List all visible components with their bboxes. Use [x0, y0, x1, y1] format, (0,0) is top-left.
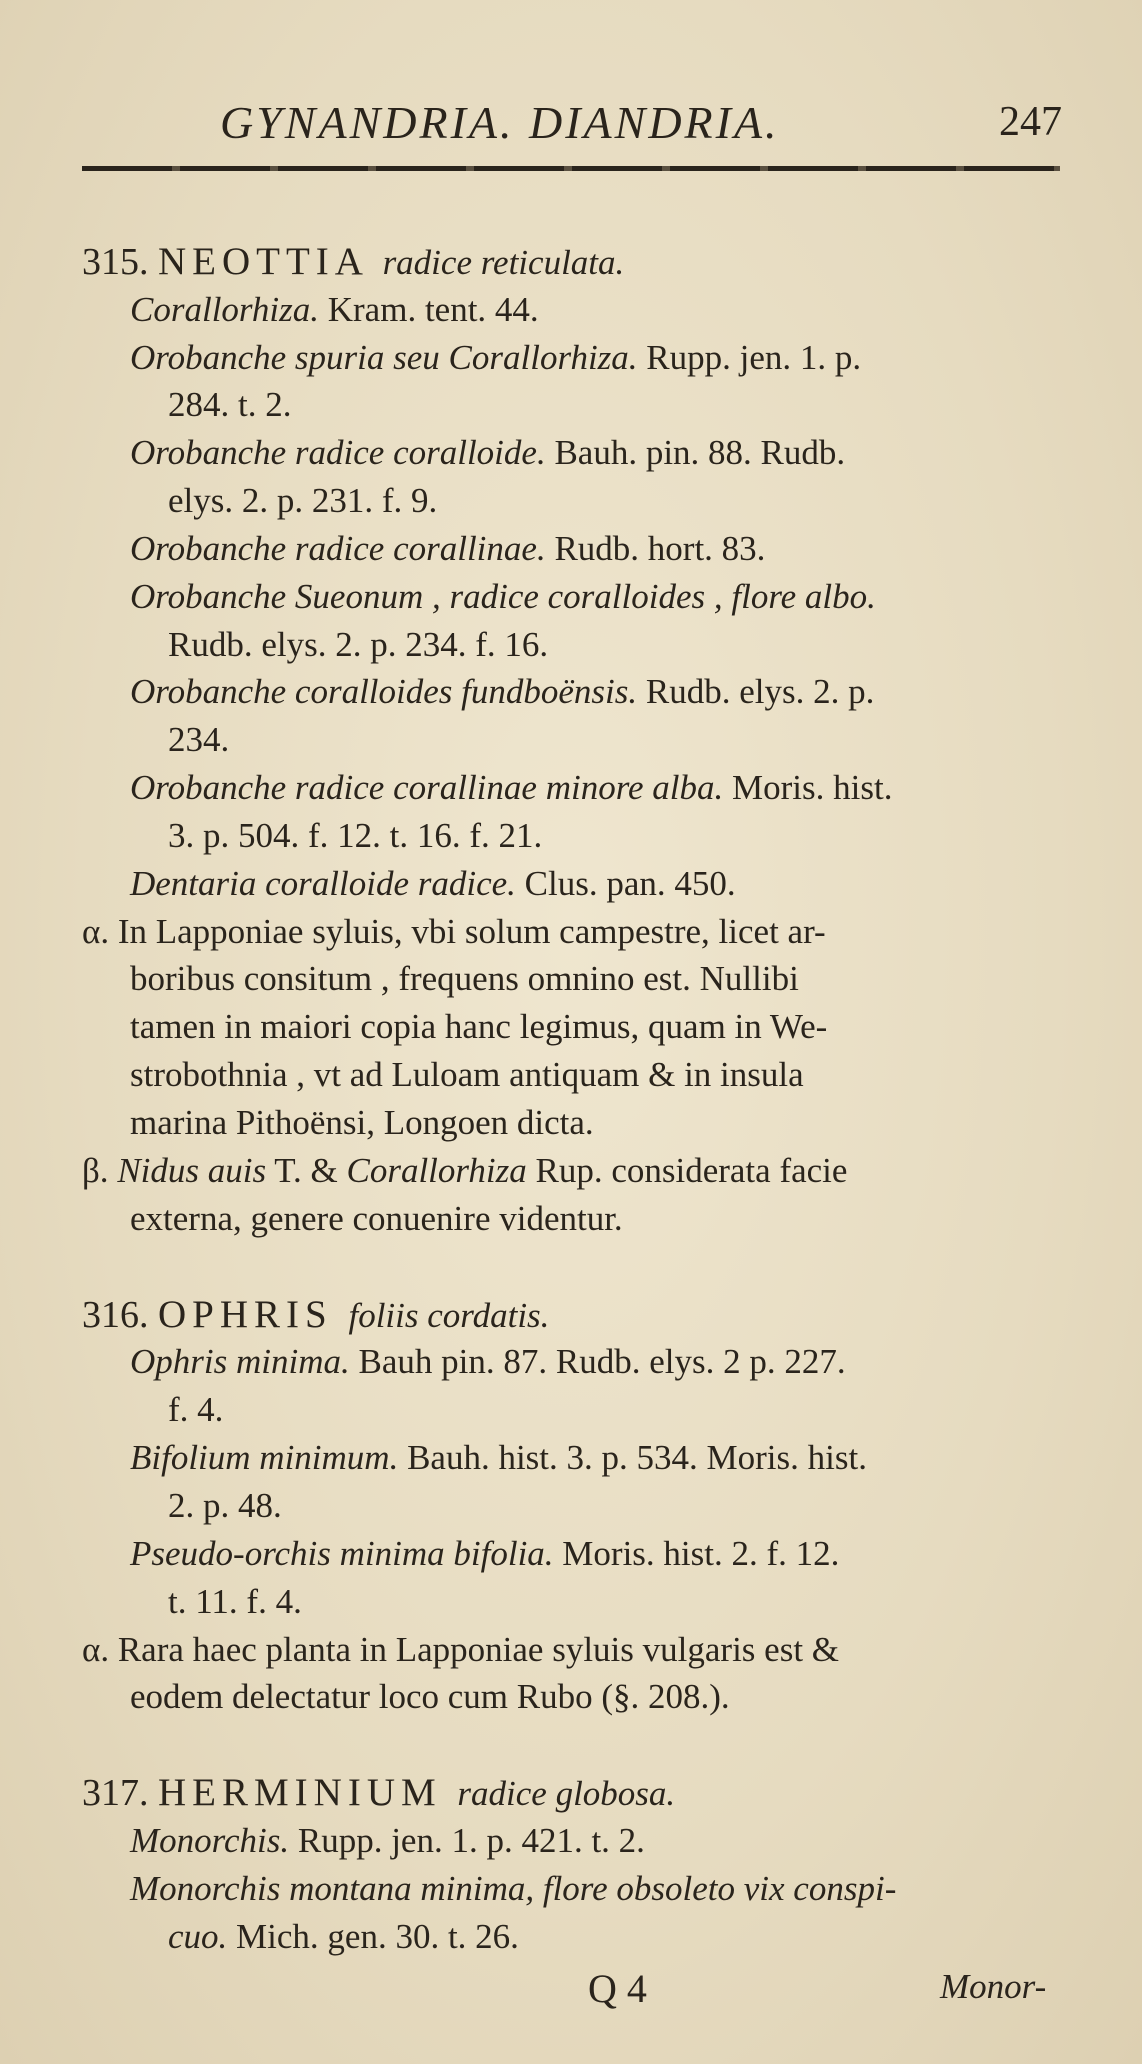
text-segment: Corallorhiza. — [130, 290, 319, 329]
text-segment: externa, genere conuenire videntur. — [130, 1199, 623, 1238]
text-line — [168, 720, 229, 760]
text-segment: Bauh. pin. 88. Rudb. — [545, 433, 846, 472]
text-segment: Orobanche coralloides fundboënsis. — [130, 672, 638, 711]
text-line — [82, 912, 826, 952]
text-line — [168, 625, 548, 665]
text-line — [130, 959, 799, 999]
text-line — [130, 1821, 645, 1861]
text-segment: t. 11. f. 4. — [168, 1582, 302, 1621]
text-segment: 234. — [168, 720, 230, 759]
text-segment: Orobanche Sueonum , radice coralloides , flore albo. — [130, 577, 876, 616]
text-line — [168, 1486, 282, 1526]
text-segment: marina Pithoënsi, Longoen dicta. — [130, 1103, 594, 1142]
text-line — [82, 1773, 675, 1814]
text-segment: Orobanche radice coralloide. — [130, 433, 546, 472]
text-line — [82, 1295, 549, 1336]
text-segment: Nidus auis — [117, 1151, 267, 1190]
text-segment: Moris. hist. 2. f. 12. — [553, 1534, 840, 1573]
text-line — [168, 1917, 519, 1957]
text-segment: Orobanche spuria seu Corallorhiza. — [130, 338, 638, 377]
page-number: 247 — [999, 99, 1062, 145]
text-line — [130, 577, 876, 617]
text-line — [130, 1055, 804, 1095]
text-segment: 315. — [82, 241, 158, 283]
text-line — [130, 290, 539, 330]
text-line — [130, 1677, 730, 1717]
text-segment: boribus consitum , frequens omnino est. Nullibi — [130, 959, 799, 998]
text-segment: OPHRIS — [158, 1293, 349, 1336]
text-segment: Bauh pin. 87. Rudb. elys. 2 p. 227. — [349, 1342, 846, 1381]
signature-mark: Q 4 — [588, 1966, 647, 2011]
text-line — [130, 338, 861, 378]
text-line — [130, 1534, 839, 1574]
text-segment: Ophris minima. — [130, 1342, 350, 1381]
header-rule — [82, 166, 1060, 171]
text-line — [168, 481, 437, 521]
text-line — [130, 864, 736, 904]
text-segment: Monorchis montana minima, flore obsoleto vix conspi- — [130, 1869, 897, 1908]
text-segment: T. & — [266, 1151, 347, 1190]
text-line — [130, 672, 874, 712]
text-segment: Rudb. hort. 83. — [545, 529, 766, 568]
text-segment: tamen in maiori copia hanc legimus, quam in We- — [130, 1007, 828, 1046]
text-segment: Rupp. jen. 1. p. 421. t. 2. — [289, 1821, 645, 1860]
text-segment: 317. — [82, 1772, 158, 1814]
text-line — [130, 433, 845, 473]
text-segment: Dentaria coralloide radice. — [130, 864, 516, 903]
text-segment: Orobanche radice corallinae minore alba. — [130, 768, 724, 807]
text-line — [130, 768, 892, 808]
text-segment: Rupp. jen. 1. p. — [637, 338, 862, 377]
text-segment: 316. — [82, 1294, 158, 1336]
text-segment: foliis cordatis. — [348, 1296, 550, 1335]
text-segment: Orobanche radice corallinae. — [130, 529, 546, 568]
text-segment: strobothnia , vt ad Luloam antiquam & in insula — [130, 1055, 804, 1094]
text-segment: Rup. considerata facie — [526, 1151, 848, 1190]
text-segment: 2. p. 48. — [168, 1486, 282, 1525]
text-line — [168, 1582, 302, 1622]
text-segment: Pseudo-orchis minima bifolia. — [130, 1534, 554, 1573]
text-line — [168, 816, 542, 856]
text-segment: radice globosa. — [457, 1774, 676, 1813]
text-segment: Rudb. elys. 2. p. — [637, 672, 875, 711]
text-line — [130, 1007, 827, 1047]
text-segment: 3. p. 504. f. 12. t. 16. f. 21. — [168, 816, 543, 855]
header-title: GYNANDRIA. DIANDRIA. — [220, 97, 780, 148]
text-line — [130, 1199, 623, 1239]
text-segment: Corallorhiza — [346, 1151, 527, 1190]
text-segment: 284. t. 2. — [168, 385, 292, 424]
text-segment: radice reticulata. — [382, 243, 625, 282]
text-segment: elys. 2. p. 231. f. 9. — [168, 481, 438, 520]
text-segment: β. — [82, 1151, 118, 1190]
text-segment: NEOTTIA — [158, 240, 383, 283]
text-line — [130, 1103, 594, 1143]
text-line — [82, 1630, 839, 1670]
text-line — [130, 1869, 896, 1909]
text-line — [168, 1390, 223, 1430]
text-line — [82, 1151, 847, 1191]
text-segment: f. 4. — [168, 1390, 224, 1429]
text-segment: Kram. tent. 44. — [319, 290, 539, 329]
catchword: Monor- — [940, 1967, 1047, 2006]
running-header — [220, 96, 1080, 156]
text-segment: α. Rara haec planta in Lapponiae syluis vulgaris est & — [82, 1630, 840, 1669]
text-segment: Bifolium minimum. — [130, 1438, 399, 1477]
text-line — [168, 385, 291, 425]
text-line — [130, 529, 765, 569]
text-line — [82, 242, 624, 283]
text-segment: Bauh. hist. 3. p. 534. Moris. hist. — [398, 1438, 867, 1477]
text-segment: HERMINIUM — [158, 1771, 458, 1814]
text-segment: Monorchis. — [130, 1821, 290, 1860]
text-segment: Mich. gen. 30. t. 26. — [227, 1917, 519, 1956]
text-line — [130, 1438, 867, 1478]
text-segment: cuo. — [168, 1917, 228, 1956]
text-segment: Rudb. elys. 2. p. 234. f. 16. — [168, 625, 549, 664]
text-segment: Clus. pan. 450. — [515, 864, 736, 903]
text-segment: Moris. hist. — [723, 768, 893, 807]
text-segment: eodem delectatur loco cum Rubo (§. 208.). — [130, 1677, 730, 1716]
text-line — [130, 1342, 846, 1382]
text-segment: α. In Lapponiae syluis, vbi solum campestre, licet ar- — [82, 912, 826, 951]
